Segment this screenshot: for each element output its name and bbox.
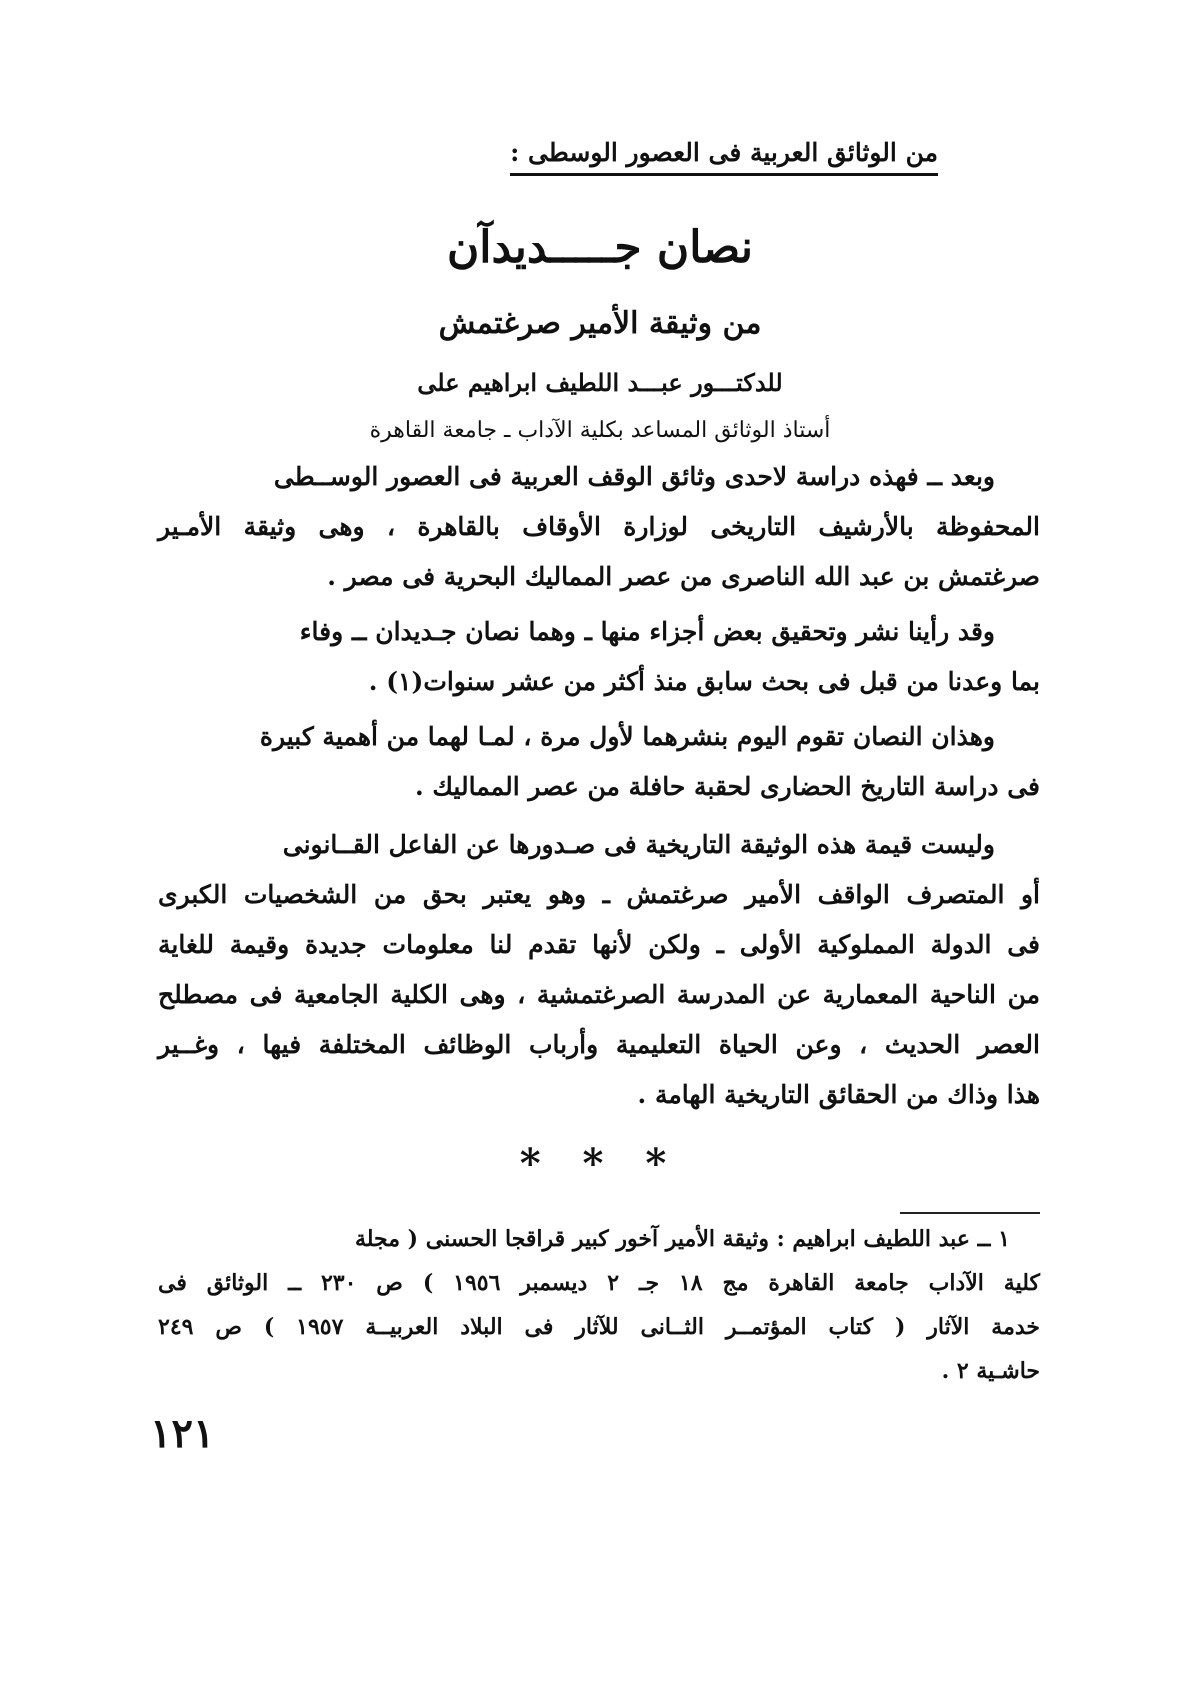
body-line: وليست قيمة هذه الوثيقة التاريخية فى صـدورها عن الفاعل القــانونى — [282, 830, 995, 859]
body-line: بما وعدنا من قبل فى بحث سابق منذ أكثر من عشر سنوات(١) . — [368, 667, 1040, 696]
body-line: فى دراسة التاريخ الحضارى لحقبة حافلة من عصر المماليك . — [414, 772, 1040, 801]
body-line: صرغتمش بن عبد الله الناصرى من عصر المماليك البحرية فى مصر . — [327, 562, 1040, 591]
body-line: من الناحية المعمارية عن المدرسة الصرغتمشية ، وهى الكلية الجامعية فى مصطلح — [158, 980, 1040, 1009]
body-line: أو المتصرف الواقف الأمير صرغتمش ـ وهو يعتبر بحق من الشخصيات الكبرى — [158, 880, 1040, 909]
body-line: فى الدولة المملوكية الأولى ـ ولكن لأنها تقدم لنا معلومات جديدة وقيمة للغاية — [158, 930, 1040, 959]
body-line: هذا وذاك من الحقائق التاريخية الهامة . — [637, 1080, 1040, 1109]
body-line: وبعد ــ فهذه دراسة لاحدى وثائق الوقف العربية فى العصور الوســطى — [273, 462, 995, 491]
author-name: للدكتـــور عبـــد اللطيف ابراهيم على — [417, 368, 783, 397]
page-number: ١٢١ — [150, 1410, 215, 1457]
footnote-line: كلية الآداب جامعة القاهرة مج ١٨ جـ ٢ ديسمبر ١٩٥٦ ) ص ٢٣٠ ــ الوثائق فى — [158, 1270, 1040, 1296]
body-line: وقد رأينا نشر وتحقيق بعض أجزاء منها ـ وهما نصان جـديدان ــ وفاء — [299, 617, 995, 646]
author-affiliation: أستاذ الوثائق المساعد بكلية الآداب ـ جامعة القاهرة — [369, 418, 831, 443]
body-line: وهذان النصان تقوم اليوم بنشرهما لأول مرة ، لمـا لهما من أهمية كبيرة — [259, 722, 995, 751]
article-title: نصان جـــــديدآن — [446, 222, 754, 273]
body-line: المحفوظة بالأرشيف التاريخى لوزارة الأوقاف بالقاهرة ، وهى وثيقة الأمـير — [158, 512, 1040, 541]
footnote-line: حاشـية ٢ . — [941, 1358, 1040, 1384]
article-subtitle: من وثيقة الأمير صرغتمش — [438, 306, 762, 341]
footnote-line: خدمة الآثار ( كتاب المؤتمــر الثــانى للآثار فى البلاد العربيــة ١٩٥٧ ) ص ٢٤٩ — [158, 1314, 1041, 1340]
footnote-line: ١ ــ عبد اللطيف ابراهيم : وثيقة الأمير آخور كبير قراقجا الحسنى ( مجلة — [354, 1226, 1010, 1252]
footnote-rule — [900, 1212, 1040, 1214]
series-header: من الوثائق العربية فى العصور الوسطى : — [510, 138, 938, 176]
body-line: العصر الحديث ، وعن الحياة التعليمية وأرباب الوظائف المختلفة فيها ، وغــير — [158, 1030, 1040, 1059]
section-separator: * * * — [519, 1140, 681, 1187]
